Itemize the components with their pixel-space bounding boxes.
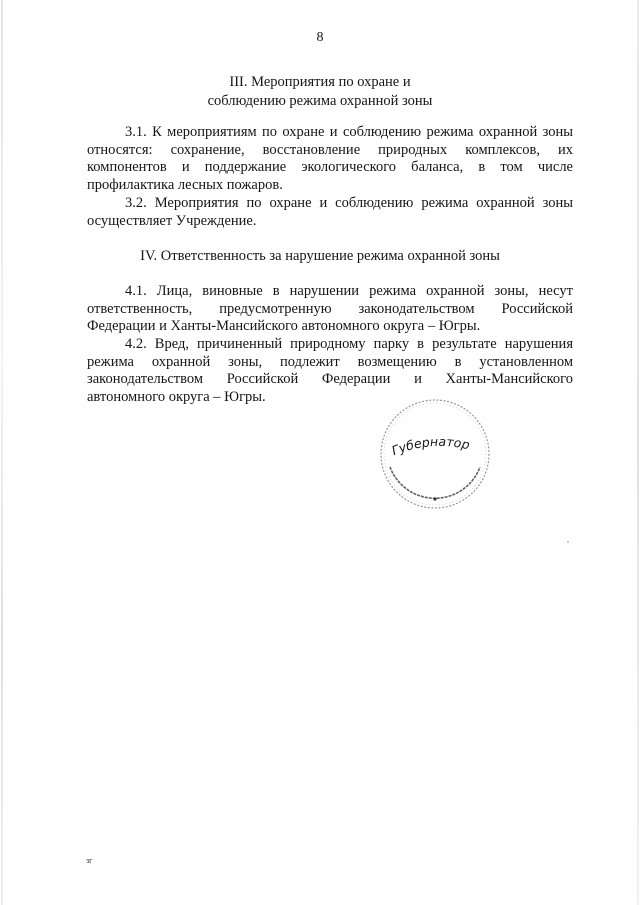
paragraph-4-1: 4.1. Лица, виновные в нарушении режима охранной зоны, несут ответственность, предусмотренную законодательством Российской Федерации и Ханты-Мансийского автономного округа – Югры. [87,283,573,335]
governor-stamp [376,395,494,513]
scan-edge-left [1,0,3,905]
scan-edge-right [637,0,639,905]
section-4-heading [0,247,640,266]
paragraph-3-1: 3.1. К мероприятиям по охране и соблюдению режима охранной зоны относятся: сохранение, восстановление природных комплексов, их компонентов и поддержание экологического баланса, в том числе профилактика лесных пожаров. [87,124,573,193]
stamp-text: Губернатор [389,433,472,459]
paragraph-4-2: 4.2. Вред, причиненный природному парку в результате нарушения режима охранной зоны, подлежит возмещению в установленном законодательством Российской Федерации и Ханты-Мансийского автономного округа – Югры. [87,336,573,405]
section-4-heading-line: IV. Ответственность за нарушение режима охранной зоны [140,248,500,264]
paragraph-3-2: 3.2. Мероприятия по охране и соблюдению режима охранной зоны осуществляет Учреждение. [87,195,573,229]
footer-mark: зг [86,856,93,865]
page-number: 8 [316,30,324,45]
section-3-heading-line-2: соблюдению режима охранной зоны [207,93,433,109]
section-3-heading [0,73,640,111]
scan-speck [567,541,569,543]
section-3-heading-line-1: III. Мероприятия по охране и [229,74,411,90]
